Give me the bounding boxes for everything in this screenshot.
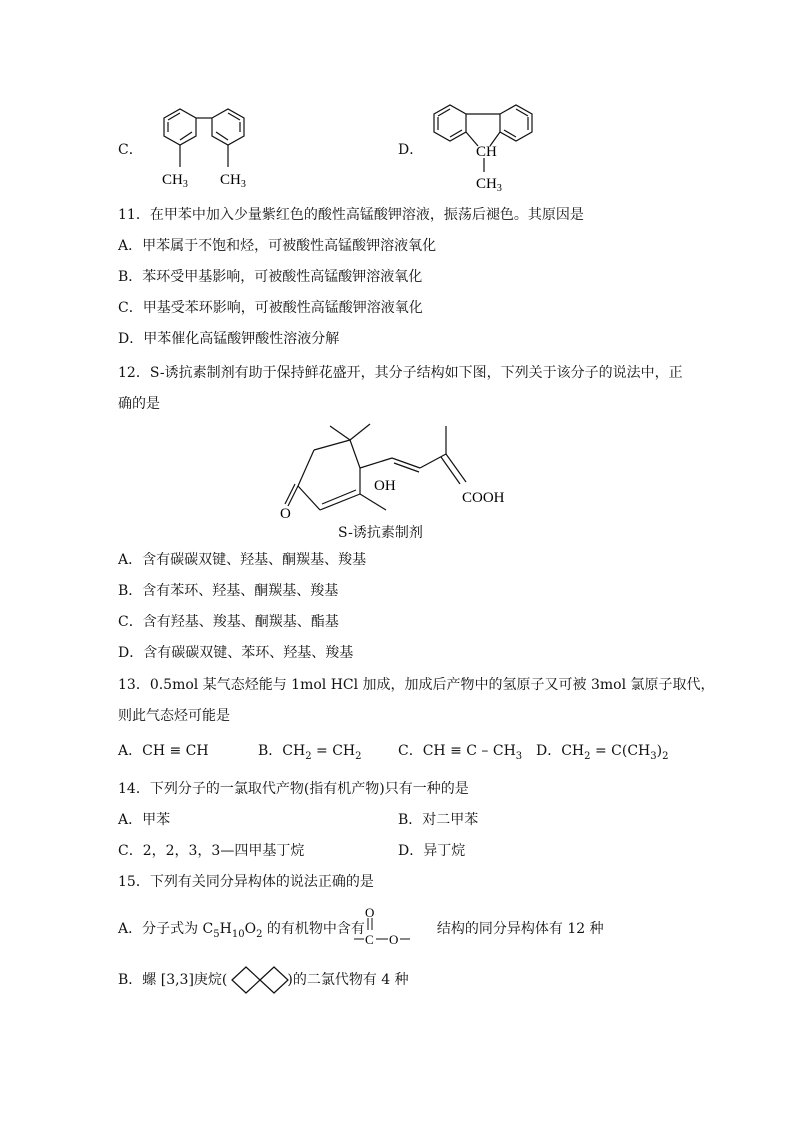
q14-option-d: D．异丁烷 [398,843,466,859]
q10-d-methyl: $CH_3$ [476,176,502,194]
q15-ester-o: O [389,932,399,947]
q14-option-a: A．甲苯 [118,812,171,828]
q12-option-a: A．含有碳碳双键、羟基、酮羰基、羧基 [118,552,367,568]
q12-option-d: D．含有碳碳双键、苯环、羟基、羧基 [118,645,354,661]
q12-oh-label: OH [374,478,396,494]
q10-option-d-label: D． [398,142,424,158]
q15-option-a: A．分子式为 $C_5H_{10}O_2$ 的有机物中含有 结构的同分异构体有 12 种 [118,921,604,940]
q13-option-d: D．$CH_2 = C(CH_3)_2$ [536,743,669,762]
q13-stem-line1: 13．0.5mol 某气态烃能与 1mol HCl 加成，加成后产物中的氢原子又可被 3mol 氯原子取代， [118,677,715,693]
q15-spiroheptane-structure [228,964,292,996]
q15-ester-o-top: O [365,905,375,920]
q12-structure-caption: S-诱抗素制剂 [338,525,423,541]
q14-option-b: B．对二甲苯 [398,812,479,828]
q11-option-a: A．甲苯属于不饱和烃，可被酸性高锰酸钾溶液氧化 [118,238,437,254]
q15-ester-c: C [365,932,374,947]
q12-stem-line2: 确的是 [118,396,160,412]
q13-stem-line2: 则此气态烃可能是 [118,708,230,724]
q11-stem: 11．在甲苯中加入少量紫红色的酸性高锰酸钾溶液，振荡后褪色。其原因是 [118,207,584,223]
q12-stem-line1: 12．S-诱抗素制剂有助于保持鲜花盛开，其分子结构如下图，下列关于该分子的说法中，正 [118,365,683,381]
q10-option-c-structure [140,102,270,194]
q14-option-c: C．2，2，3，3—四甲基丁烷 [118,843,305,859]
q10-d-ch: CH [476,144,497,160]
q12-option-b: B．含有苯环、羟基、酮羰基、羧基 [118,583,339,599]
q10-option-c-label: C． [118,142,143,158]
q13-option-a: A．CH ≡ CH [118,743,209,759]
q12-o-label: O [280,506,291,522]
q10-option-d-structure [428,96,548,196]
q10-c-methyl-right: $CH_3$ [220,172,246,190]
q11-option-b: B．苯环受甲基影响，可被酸性高锰酸钾溶液氧化 [118,269,423,285]
q11-option-d: D．甲苯催化高锰酸钾酸性溶液分解 [118,331,340,347]
q11-option-c: C．甲基受苯环影响，可被酸性高锰酸钾溶液氧化 [118,300,423,316]
q13-option-c: C．CH ≡ C – $CH_3$ [398,743,523,762]
q12-s-abscisic-structure [270,418,530,526]
q12-option-c: C．含有羟基、羧基、酮羰基、酯基 [118,614,339,630]
q10-c-methyl-left: $CH_3$ [162,172,188,190]
q14-stem: 14．下列分子的一氯取代产物(指有机产物)只有一种的是 [118,781,469,797]
q13-option-b: B．$CH_2 = CH_2$ [258,743,362,762]
q15-stem: 15．下列有关同分异构体的说法正确的是 [118,874,374,890]
q15-ester-group-structure [352,904,424,948]
q12-cooh-label: COOH [462,490,505,506]
q15-option-b: B．螺 [3,3]庚烷( )的二氯代物有 4 种 [118,972,409,988]
